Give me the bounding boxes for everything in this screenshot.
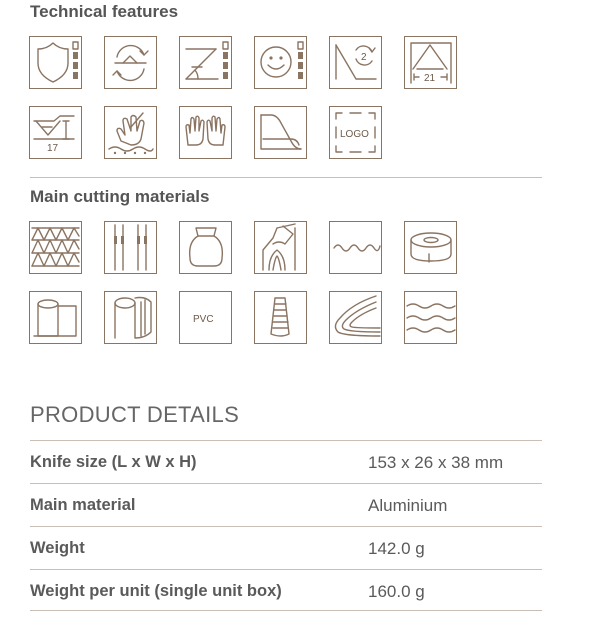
tape-roll-icon	[404, 221, 457, 274]
paper-roll-icon	[29, 291, 82, 344]
pvc-label: PVC	[193, 314, 214, 325]
carpet-roll-icon	[104, 291, 157, 344]
technical-features-title: Technical features	[30, 2, 179, 21]
blade-change-label: 2	[361, 52, 367, 63]
detail-row-weight-per-unit	[30, 569, 542, 611]
strapping-band-icon	[104, 221, 157, 274]
corrugated-cardboard-icon	[29, 221, 82, 274]
cord-icon	[329, 221, 382, 274]
cutting-materials-row	[29, 291, 457, 344]
sack-icon	[179, 221, 232, 274]
foil-layers-icon	[329, 291, 382, 344]
thread-spool-icon	[254, 291, 307, 344]
left-right-handed-icon	[179, 106, 232, 159]
textile-layers-icon	[404, 291, 457, 344]
logo-label: LOGO	[340, 129, 369, 140]
detail-label: Weight	[30, 539, 85, 557]
detail-label: Weight per unit (single unit box)	[30, 582, 282, 600]
section-divider	[30, 177, 542, 178]
detail-value: 142.0 g	[368, 539, 425, 558]
detail-row-weight	[30, 526, 542, 568]
blade-change-icon	[329, 36, 382, 89]
detail-value: 160.0 g	[368, 582, 425, 601]
detail-value: 153 x 26 x 38 mm	[368, 453, 504, 472]
finger-guard-icon	[104, 106, 157, 159]
safety-shield-rating-icon	[29, 36, 82, 89]
retractable-blade-icon	[104, 36, 157, 89]
cutting-materials-title: Main cutting materials	[30, 187, 210, 206]
detail-label: Main material	[30, 496, 136, 514]
cutting-depth-17-icon	[29, 106, 82, 159]
blade-width-21-icon	[404, 36, 457, 89]
ergonomic-comfort-rating-icon	[254, 36, 307, 89]
technical-features-row	[29, 36, 457, 89]
detail-row-knife-size	[30, 440, 542, 482]
cutting-depth-label: 17	[47, 143, 59, 154]
technical-features-row	[29, 106, 382, 159]
detail-label: Knife size (L x W x H)	[30, 453, 197, 471]
blade-width-label: 21	[424, 73, 436, 84]
blade-angle-rating-icon	[179, 36, 232, 89]
detail-value: Aluminium	[368, 496, 448, 515]
logo-print-icon	[329, 106, 382, 159]
pvc-icon	[179, 291, 232, 344]
detail-row-main-material	[30, 483, 542, 525]
blade-shape-icon	[254, 106, 307, 159]
product-details-title: PRODUCT DETAILS	[30, 402, 240, 427]
stretch-film-icon	[254, 221, 307, 274]
cutting-materials-row	[29, 221, 457, 274]
